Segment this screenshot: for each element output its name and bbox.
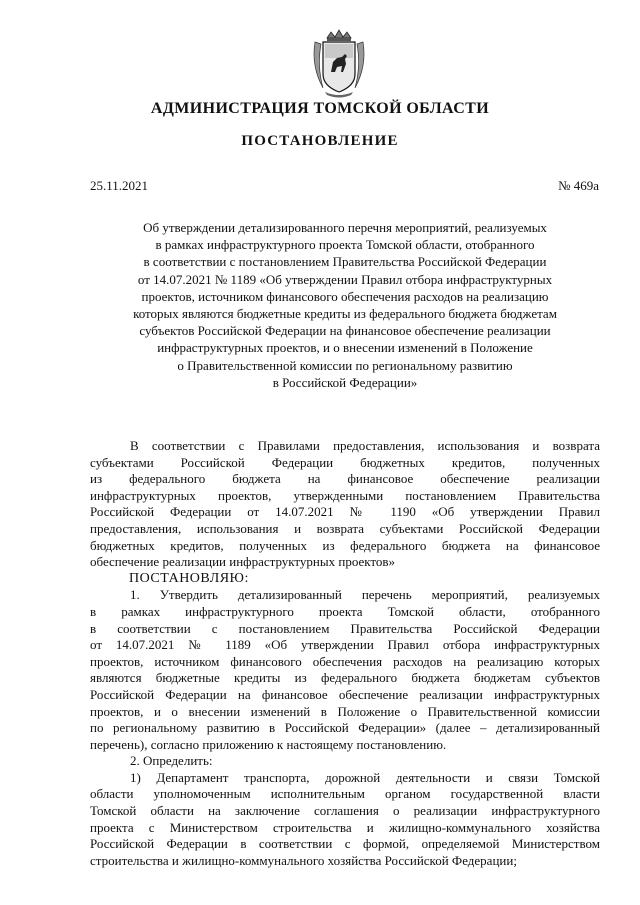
document-type-heading: ПОСТАНОВЛЕНИЕ (241, 133, 399, 149)
preamble-paragraph (90, 438, 600, 571)
coat-of-arms-emblem (309, 28, 369, 98)
title-line: инфраструктурных проектов, и о внесении изменений в Положение (157, 340, 533, 356)
paragraph-line: перечень), согласно приложению к настоящему постановлению. (90, 736, 447, 752)
document-subject-title (90, 219, 600, 391)
title-line: от 14.07.2021 № 1189 «Об утверждении Правил отбора инфраструктурных (137, 271, 553, 287)
paragraph-line: являются бюджетные кредиты из федерального бюджета бюджетам субъектов (90, 670, 600, 686)
paragraph-line: проекта с Министерством строительства и жилищно-коммунального хозяйства (90, 819, 600, 835)
paragraph-line: 1. Утвердить детализированный перечень мероприятий, реализуемых (130, 587, 600, 603)
document-date: 25.11.2021 (90, 178, 149, 193)
organization-title: АДМИНИСТРАЦИЯ ТОМСКОЙ ОБЛАСТИ (150, 100, 490, 117)
decree-word: ПОСТАНОВЛЯЮ: (129, 570, 249, 586)
paragraph-line: В соответствии с Правилами предоставления, использования и возврата (130, 438, 600, 453)
title-line: Об утверждении детализированного перечня мероприятий, реализуемых (143, 220, 547, 235)
title-line: о Правительственной комиссии по региональному развитию (177, 357, 513, 373)
document-body (90, 438, 600, 869)
paragraph-line: от 14.07.2021 № 1189 «Об утверждении Правил отбора инфраструктурных (90, 637, 600, 653)
paragraph-line: бюджетных кредитов, полученных из федерального бюджета на финансовое (90, 537, 600, 553)
item-2-label: 2. Определить: (130, 753, 213, 769)
title-line: в Российской Федерации» (272, 374, 418, 390)
paragraph-line: субъектами Российской Федерации бюджетных кредитов, полученных (90, 454, 600, 470)
paragraph-line: проектов, источником финансового обеспечения расходов на реализацию которых (90, 653, 600, 669)
paragraph-line: предоставления, использования и возврата субъектами Российской Федерации (90, 520, 600, 536)
paragraph-line: в рамках инфраструктурного проекта Томской области, отобранного (90, 603, 600, 619)
paragraph-line: области уполномоченным исполнительным органом государственной власти (90, 786, 600, 802)
paragraph-line: из федерального бюджета на финансовое обеспечение реализации (90, 471, 600, 487)
document-number: № 469а (558, 178, 599, 193)
item-2-1-paragraph (90, 770, 600, 870)
paragraph-line: строительства и жилищно-коммунального хозяйства Российской Федерации; (90, 852, 517, 868)
paragraph-line: Томской области на заключение соглашения о реализации инфраструктурного (90, 803, 600, 819)
title-line: которых являются бюджетные кредиты из федерального бюджета бюджетам (133, 306, 557, 322)
paragraph-line: Российской Федерации на финансовое обеспечение реализации инфраструктурных (90, 686, 600, 702)
title-line: в рамках инфраструктурного проекта Томской области, отобранного (155, 237, 535, 253)
paragraph-line: обеспечение реализации инфраструктурных проектов» (90, 554, 396, 570)
title-line: субъектов Российской Федерации на финансовое обеспечение реализации (139, 323, 551, 339)
paragraph-line: проектов, и о внесении изменений в Положение о Правительственной комиссии (90, 703, 600, 719)
title-line: проектов, источником финансового обеспечения расходов на реализацию (141, 288, 549, 304)
paragraph-line: в соответствии с постановлением Правительства Российской Федерации (90, 620, 600, 636)
paragraph-line: по региональному развитию в Российской Федерации» (далее – детализированный (90, 720, 600, 736)
paragraph-line: Российской Федерации от 14.07.2021 № 1190 «Об утверждении Правил (90, 504, 600, 520)
paragraph-line: инфраструктурных проектов, утвержденными постановлением Правительства (90, 487, 600, 503)
paragraph-line: Российской Федерации в соответствии с формой, определяемой Министерством (90, 836, 600, 852)
title-line: в соответствии с постановлением Правительства Российской Федерации (143, 254, 547, 270)
item-1-paragraph (90, 587, 600, 753)
paragraph-line: 1) Департамент транспорта, дорожной деятельности и связи Томской (130, 769, 600, 785)
